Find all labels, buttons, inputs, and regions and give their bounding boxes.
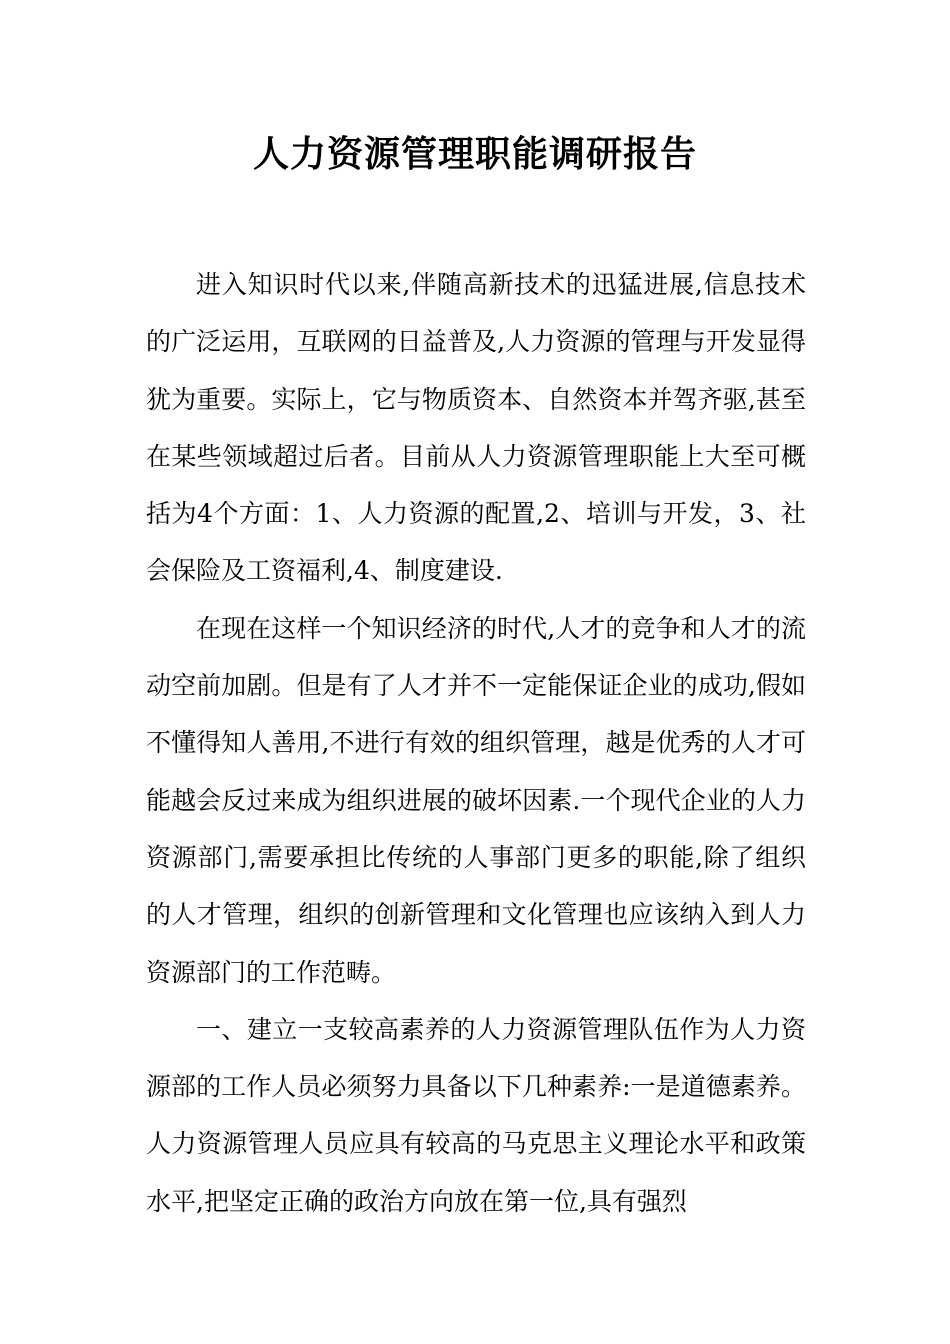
paragraph-section-one: 一、建立一支较高素养的人力资源管理队伍作为人力资源部的工作人员必须努力具备以下几种素养:一是道德素养。人力资源管理人员应具有较高的马克思主义理论水平和政策水平,把坚定正确的政治方向放在第一位,具有强烈 [146,1014,806,1216]
paragraph-talent: 在现在这样一个知识经济的时代,人才的竞争和人才的流动空前加剧。但是有了人才并不一定能保证企业的成功,假如不懂得知人善用,不进行有效的组织管理，越是优秀的人才可能越会反过来成为组织进展的破坏因素.一个现代企业的人力资源部门,需要承担比传统的人事部门更多的职能,除了组织的人才管理，组织的创新管理和文化管理也应该纳入到人力资源部门的工作范畴。 [146,613,806,987]
document-title: 人力资源管理职能调研报告 [252,133,697,175]
paragraph-intro: 进入知识时代以来,伴随高新技术的迅猛进展,信息技术的广泛运用，互联网的日益普及,人力资源的管理与开发显得犹为重要。实际上，它与物质资本、自然资本并驾齐驱,甚至在某些领域超过后者。目前从人力资源管理职能上大至可概括为4个方面：1、人力资源的配置,2、培训与开发，3、社会保险及工资福利,4、制度建设. [146,270,806,586]
document-body [146,256,806,1230]
